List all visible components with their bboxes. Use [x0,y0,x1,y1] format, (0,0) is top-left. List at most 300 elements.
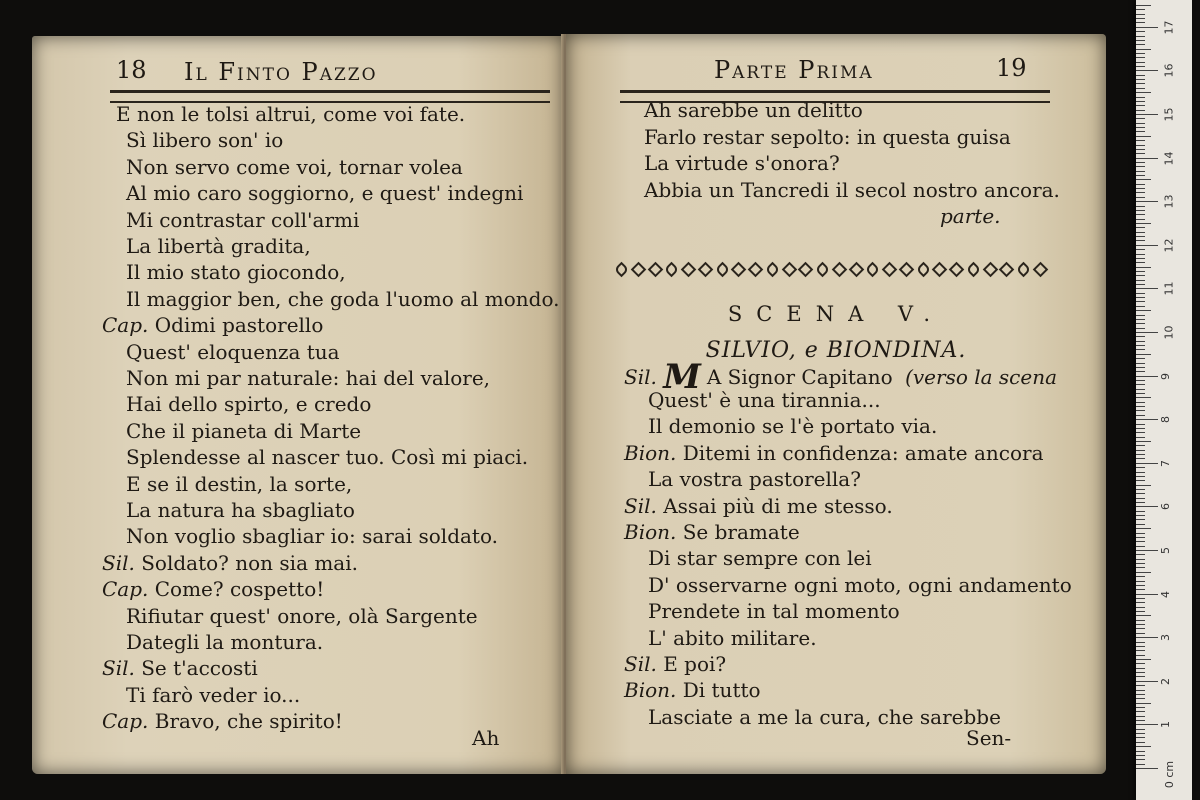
text-line [126,339,340,364]
ruler-tick [1136,131,1145,132]
ruler-tick [1136,267,1151,268]
ruler-tick [1136,554,1145,555]
text-line [648,467,861,492]
ornament-glyph [865,262,881,278]
line-text: Splendesse al nascer tuo. Così mi piaci. [126,445,529,470]
ruler-tick [1136,262,1145,263]
ruler-tick [1136,14,1145,15]
ruler-tick [1136,5,1151,6]
line-text: Lasciate a me la cura, che sarebbe [648,704,1001,729]
speaker-name: Sil. [624,652,657,676]
ruler-tick [1136,515,1145,516]
line-text: D' osservarne ogni moto, ogni andamento [648,572,1072,597]
ruler-tick [1136,27,1158,28]
ruler-tick [1136,101,1145,102]
ruler-tick [1136,724,1158,725]
text-line [624,654,726,674]
ruler-tick [1136,297,1145,298]
ornament-glyph [781,262,797,278]
ruler-tick [1136,550,1158,551]
ornament-glyph [630,262,646,278]
ruler-tick [1136,633,1145,634]
ruler-tick [1136,445,1145,446]
ornament-glyph [965,262,981,278]
ruler-tick [1136,376,1158,377]
ruler-tick [1136,153,1145,154]
ruler-tick [1136,454,1145,455]
line-text: Quest' è una tirannia... [648,388,881,412]
ruler-tick [1136,380,1145,381]
text-line [126,418,362,443]
line-text: Il maggior ben, che goda l'uomo al mondo. [126,286,560,311]
ruler-tick [1136,703,1151,704]
ruler-tick [1136,136,1151,137]
ruler-tick [1136,79,1145,80]
ornament-glyph [949,262,965,278]
ruler-tick [1136,506,1158,507]
ruler-tick [1136,598,1145,599]
right-page [566,34,1106,774]
ruler-tick [1136,729,1145,730]
line-text: Come? cospetto! [154,577,325,602]
ruler-tick [1136,188,1145,189]
text-line [624,678,761,703]
ruler-tick [1136,450,1145,451]
ruler-tick [1136,472,1145,473]
ruler-tick [1136,742,1145,743]
text-line [126,682,301,707]
ruler-tick [1136,9,1145,10]
ruler-tick [1136,746,1151,747]
ruler-tick [1136,232,1145,233]
text-line [648,625,817,650]
catchword: Ah [472,726,500,750]
text-line [102,656,258,681]
ruler-tick [1136,476,1145,477]
ruler-tick [1136,162,1145,163]
ruler-tick [1136,659,1151,660]
ornament-glyph [815,262,831,278]
line-text: E non le tolsi altrui, come voi fate. [116,102,466,126]
ruler-tick [1136,363,1145,364]
ruler-tick [1136,258,1145,259]
ruler-tick [1136,624,1145,625]
line-text: Che il pianeta di Marte [126,418,362,443]
ruler-unit-label: 0 cm [1163,760,1177,789]
text-line [624,522,800,542]
ruler-tick [1136,18,1145,19]
line-text: Dategli la montura. [126,630,324,654]
text-line [126,524,499,549]
ruler-tick [1136,201,1158,202]
line-text: Assai più di me stesso. [663,493,893,518]
ornament-glyph [764,262,780,278]
ruler-tick [1136,698,1145,699]
catchword: Sen- [966,726,1012,750]
ruler-tick [1136,83,1145,84]
line-text: Mi contrastar coll'armi [126,207,360,232]
ruler-number: 3 [1159,634,1172,642]
ornament-glyph [848,262,864,278]
ruler-tick [1136,432,1145,433]
ruler-tick [1136,668,1145,669]
ruler-tick [1136,166,1145,167]
text-line [116,104,465,124]
ruler-tick [1136,528,1151,529]
ruler-tick [1136,707,1145,708]
ruler-tick [1136,219,1145,220]
ruler-tick [1136,650,1145,651]
line-text: Ditemi in confidenza: amate ancora [682,440,1044,465]
ruler-tick [1136,572,1151,573]
ruler-tick [1136,254,1145,255]
ruler-tick [1136,480,1145,481]
ruler-tick [1136,611,1145,612]
text-line [126,207,360,232]
ruler-tick [1136,341,1145,342]
ruler-tick [1136,607,1145,608]
text-line [126,500,355,520]
ruler-tick [1136,358,1145,359]
ruler-tick [1136,206,1145,207]
line-text: Non servo come voi, tornar volea [126,154,463,179]
ornament-glyph [982,262,998,278]
ruler-tick [1136,31,1145,32]
ruler-number: 15 [1162,107,1176,122]
ruler-tick [1136,441,1151,442]
ruler-tick [1136,681,1158,682]
speaker-name: Cap. [102,313,149,338]
ruler-number: 13 [1162,194,1176,209]
ruler-tick [1136,589,1145,590]
ruler-tick [1136,546,1145,547]
line-text: Odimi pastorello [154,313,324,338]
ruler-tick [1136,97,1145,98]
line-text: Non mi par naturale: hai del valore, [126,366,491,390]
ruler-tick [1136,768,1158,769]
ruler-tick [1136,759,1145,760]
ruler-tick [1136,310,1151,311]
text-line [102,313,324,338]
ruler-tick [1136,49,1151,50]
ruler-tick [1136,397,1151,398]
ruler-tick [1136,694,1145,695]
text-line [126,471,353,496]
ornament-glyph [664,262,680,278]
ornament-glyph [882,262,898,278]
drop-cap: M [663,357,701,397]
speaker-name: Bion. [624,678,677,703]
ruler-tick [1136,240,1145,241]
speaker-name: Bion. [624,440,677,465]
ruler-tick [1136,511,1145,512]
ruler-tick [1136,581,1145,582]
ruler-tick [1136,354,1151,355]
line-text: Se t'accosti [141,656,258,681]
ornament-glyph [831,262,847,278]
ornament-glyph [1032,262,1048,278]
ruler-tick [1136,493,1145,494]
ruler-tick [1136,519,1145,520]
ruler-tick [1136,537,1145,538]
text-line [126,632,323,652]
ruler-tick [1136,716,1145,717]
ruler-number: 1 [1159,721,1172,729]
ruler-number: 14 [1162,151,1176,166]
line-text: Il mio stato giocondo, [126,260,346,285]
text-line [126,368,490,388]
ruler-tick [1136,585,1145,586]
ruler-tick [1136,249,1145,250]
ruler-tick [1136,541,1145,542]
ornament-glyph [647,262,663,278]
running-head: Il Finto Pazzo [184,58,378,86]
text-line [648,546,872,571]
text-line [126,154,463,179]
ruler-tick [1136,751,1145,752]
ruler-tick [1136,720,1145,721]
ruler-tick [1136,192,1145,193]
ruler-tick [1136,620,1145,621]
ruler-tick [1136,498,1145,499]
line-text: La vostra pastorella? [648,467,861,492]
ruler-tick [1136,22,1145,23]
ruler-number: 17 [1162,20,1176,35]
line-text: Bravo, che spirito! [154,709,343,734]
ruler-tick [1136,485,1151,486]
ruler-tick [1136,127,1145,128]
speaker-name: Cap. [102,577,149,602]
ruler-tick [1136,489,1145,490]
ruler-tick [1136,524,1145,525]
line-text: Sì libero son' io [126,128,284,153]
ruler-tick [1136,179,1151,180]
scene-heading: SCENA V. [727,302,945,326]
text-line [102,550,358,575]
text-line [648,390,881,410]
ruler-tick [1136,419,1158,420]
line-text: Non voglio sbagliar io: sarai soldato. [126,524,499,549]
ruler-tick [1136,384,1145,385]
ruler-tick [1136,158,1158,159]
text-line [648,572,1072,597]
ruler-tick [1136,40,1145,41]
ruler-tick [1136,663,1145,664]
ornament-glyph [915,262,931,278]
ruler-tick [1136,110,1145,111]
text-line [648,704,1001,729]
ornament-glyph [681,262,697,278]
line-text: La natura ha sbagliato [126,498,355,522]
ruler-tick [1136,615,1151,616]
ornament-glyph [731,262,747,278]
ornament-glyph [999,262,1015,278]
ruler-tick [1136,371,1145,372]
text-line [624,440,1044,465]
ornament-glyph [1016,262,1032,278]
text-line [648,414,938,439]
ruler-tick [1136,637,1158,638]
ruler-tick [1136,467,1145,468]
ruler-tick [1136,301,1145,302]
ruler-tick [1136,92,1151,93]
ruler-tick [1136,284,1145,285]
ruler-tick [1136,288,1158,289]
line-text: Rifiutar quest' onore, olà Sargente [126,603,478,628]
speaker-name: Cap. [102,709,149,734]
ruler-tick [1136,105,1145,106]
ruler-tick [1136,685,1145,686]
ruler-tick [1136,402,1145,403]
ruler-tick [1136,114,1158,115]
ruler-tick [1136,458,1145,459]
ruler-tick [1136,210,1145,211]
ruler-tick [1136,415,1145,416]
text-line [126,181,524,206]
ruler-tick [1136,646,1145,647]
text-line [126,236,311,256]
ornament-glyph [798,262,814,278]
speaker-name: Sil. [624,493,657,518]
ruler-tick [1136,737,1145,738]
ruler-tick [1136,197,1145,198]
text-line [102,577,325,602]
ruler-tick [1136,502,1145,503]
ruler-number: 12 [1162,238,1176,253]
ruler-tick [1136,628,1145,629]
ruler-number: 6 [1159,503,1172,511]
ruler-tick [1136,424,1145,425]
line-text: Prendete in tal momento [648,599,900,624]
ornament-glyph [697,262,713,278]
text-line [102,709,343,734]
ruler-tick [1136,75,1145,76]
ruler-tick [1136,676,1145,677]
ruler-tick [1136,62,1145,63]
line-text: Ti farò veder io... [126,682,301,707]
ruler-tick [1136,345,1145,346]
ruler-tick [1136,214,1145,215]
ruler-number: 2 [1159,677,1172,685]
ruler-tick [1136,315,1145,316]
line-text: E se il destin, la sorte, [126,471,353,496]
stage-direction-exit: parte. [940,204,1001,228]
scene-characters: SILVIO, e BIONDINA. [705,338,967,363]
ruler-tick [1136,690,1145,691]
ruler-tick [1136,118,1145,119]
ruler-tick [1136,602,1145,603]
page-number: 18 [116,56,147,84]
ruler-tick [1136,275,1145,276]
ruler-tick [1136,175,1145,176]
speaker-name: Bion. [624,520,677,544]
text-line [126,392,372,417]
speaker-name: Sil. [102,656,135,681]
page-number: 19 [996,54,1027,82]
ruler-tick [1136,171,1145,172]
ruler-number: 9 [1159,372,1172,380]
ruler-tick [1136,367,1145,368]
line-text: Soldato? non sia mai. [141,550,358,575]
line-text: L' abito militare. [648,625,817,650]
ruler-tick [1136,323,1145,324]
ruler-number: 11 [1162,281,1176,296]
ruler-tick [1136,36,1145,37]
ruler-tick [1136,463,1158,464]
ruler-tick [1136,293,1145,294]
text-line: Farlo restar sepolto: in questa guisa [644,124,1011,149]
line-text: Quest' eloquenza tua [126,339,340,364]
line-text: Se bramate [682,520,800,544]
ruler-number: 5 [1159,547,1172,554]
line-text: La libertà gradita, [126,234,311,258]
ruler-tick [1136,711,1145,712]
ruler-number: 7 [1159,459,1172,467]
ornament-divider [616,261,1046,281]
ruler-tick [1136,406,1145,407]
line-text: Hai dello spirto, e credo [126,392,372,417]
text-line [126,286,560,311]
text-line [126,128,284,153]
ruler-tick [1136,672,1145,673]
text-line: Abbia un Tancredi il secol nostro ancora. [644,177,1060,202]
ruler-tick [1136,764,1145,765]
ruler-number: 4 [1159,590,1172,598]
ruler-tick [1136,145,1145,146]
ruler-tick [1136,733,1145,734]
ruler-tick [1136,393,1145,394]
ruler-tick [1136,245,1158,246]
ruler-tick [1136,655,1145,656]
ornament-glyph [932,262,948,278]
ruler-tick [1136,70,1158,71]
line-text: Al mio caro soggiorno, e quest' indegni [126,181,524,206]
text-line [648,599,900,624]
ornament-glyph [714,262,730,278]
ruler-tick [1136,563,1145,564]
running-head: Parte Prima [714,56,874,84]
line-text: Di star sempre con lei [648,546,872,571]
ruler-tick [1136,53,1145,54]
ruler-tick [1136,88,1145,89]
ruler-tick [1136,428,1145,429]
ruler-tick [1136,223,1151,224]
ruler-tick [1136,123,1145,124]
measuring-ruler [1136,0,1192,800]
text-line [126,260,346,285]
speaker-name: Sil. [624,365,657,389]
ruler-tick [1136,227,1145,228]
text-line [126,603,478,628]
speaker-name: Sil. [102,550,135,575]
text-line: Ah sarebbe un delitto [644,98,863,122]
ruler-tick [1136,44,1145,45]
ruler-tick [1136,594,1158,595]
ruler-tick [1136,306,1145,307]
ruler-tick [1136,559,1145,560]
ruler-tick [1136,567,1145,568]
ruler-tick [1136,349,1145,350]
ruler-tick [1136,437,1145,438]
text-line [126,445,529,470]
ruler-tick [1136,755,1145,756]
ruler-tick [1136,236,1145,237]
ruler-tick [1136,140,1145,141]
ruler-tick [1136,149,1145,150]
ruler-tick [1136,319,1145,320]
ruler-tick [1136,184,1145,185]
ruler-number: 10 [1162,325,1176,340]
